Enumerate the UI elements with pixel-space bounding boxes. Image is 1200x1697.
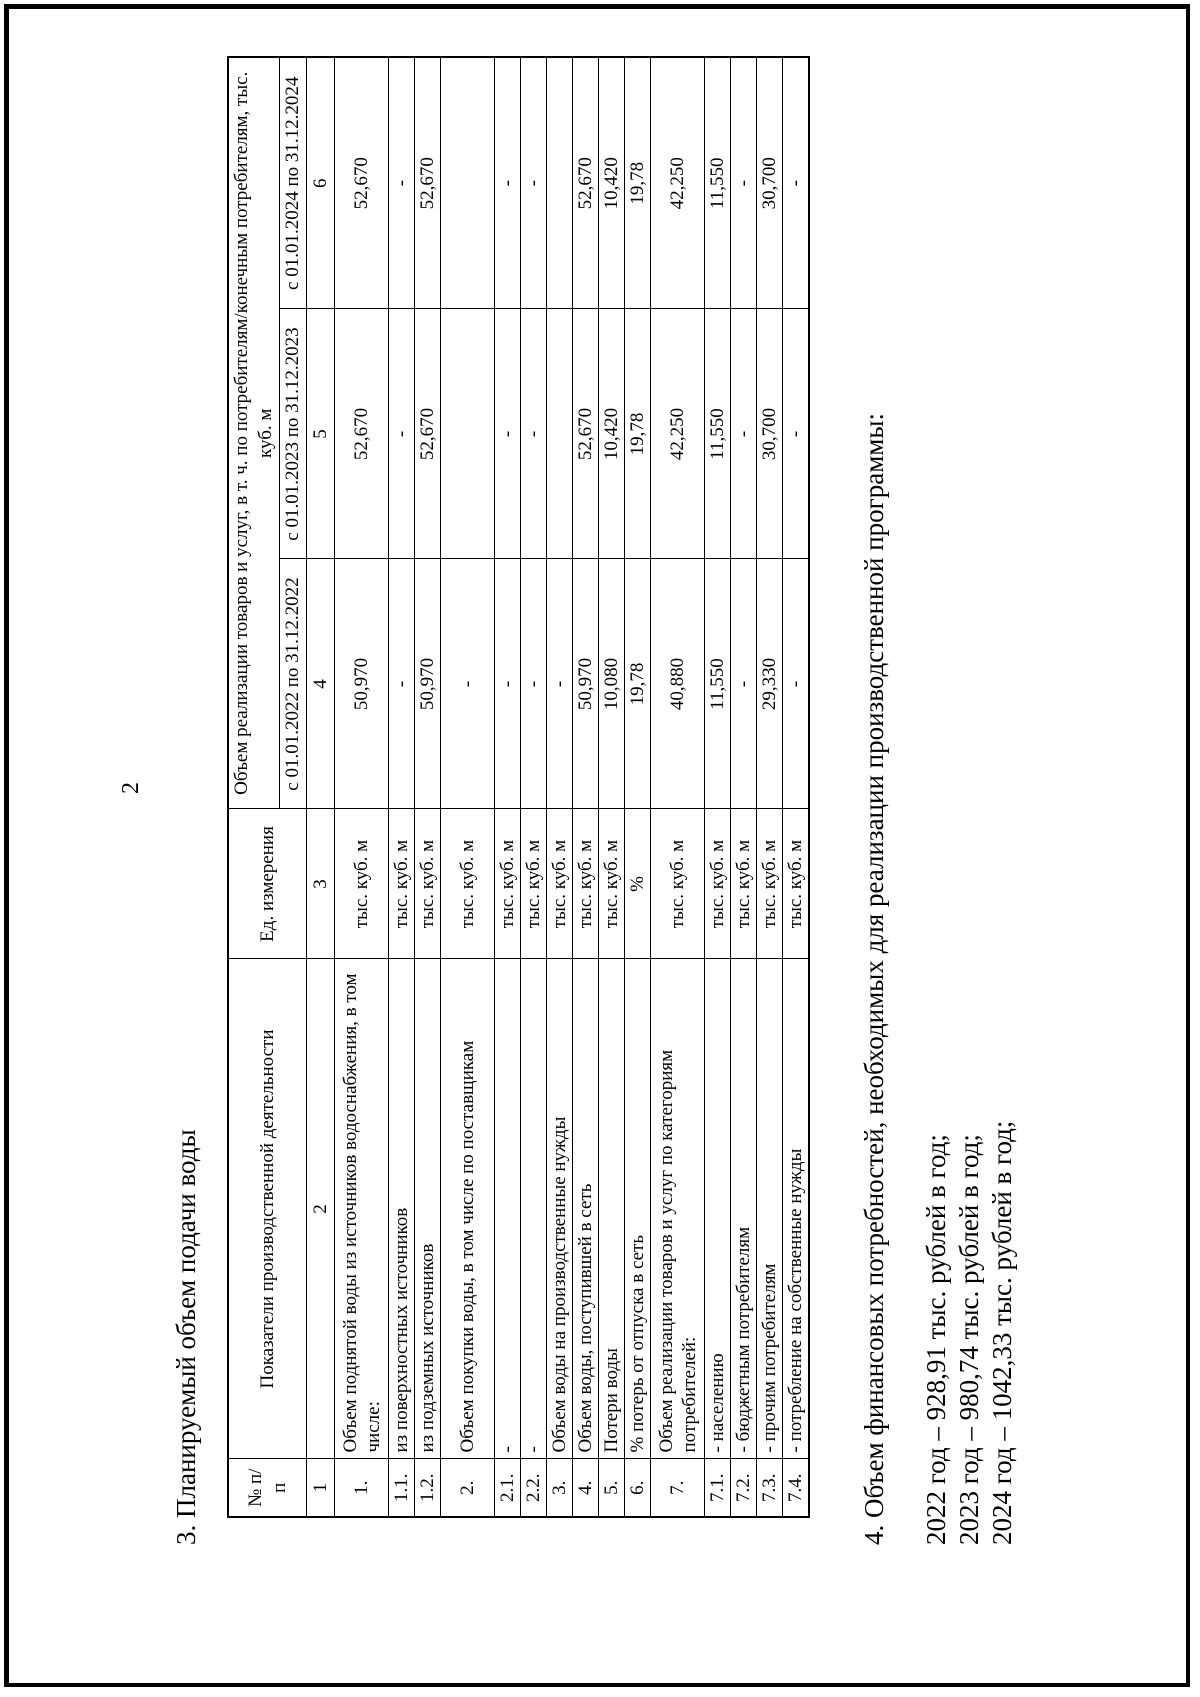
row-value-2022-cell: - <box>547 559 573 809</box>
row-indicator-cell: из поверхностных источников <box>389 959 415 1459</box>
section4-title: 4. Объем финансовых потребностей, необходимых для реализации производственной программы: <box>859 412 889 1545</box>
header-period-2024: с 01.01.2024 по 31.12.2024 <box>280 57 307 309</box>
row-number-cell: 6. <box>625 1459 651 1517</box>
row-unit-cell: тыс. куб. м <box>705 809 731 959</box>
row-unit-cell: тыс. куб. м <box>547 809 573 959</box>
row-value-2024-cell: - <box>521 57 547 309</box>
row-unit-cell: тыс. куб. м <box>389 809 415 959</box>
row-number-cell: 7.1. <box>705 1459 731 1517</box>
table-body <box>335 57 810 1517</box>
row-number-cell: 2. <box>441 1459 495 1517</box>
column-number: 6 <box>307 57 335 309</box>
row-value-2024-cell: 10,420 <box>599 57 625 309</box>
header-unit: Ед. измерения <box>228 809 307 959</box>
row-value-2022-cell: 50,970 <box>335 559 389 809</box>
row-number-cell: 1. <box>335 1459 389 1517</box>
row-unit-cell: тыс. куб. м <box>651 809 705 959</box>
row-value-2023-cell: 52,670 <box>335 309 389 559</box>
page-number: 2 <box>118 782 144 794</box>
row-unit-cell: тыс. куб. м <box>573 809 599 959</box>
row-indicator-cell: - населению <box>705 959 731 1459</box>
row-value-2024-cell <box>547 57 573 309</box>
row-value-2023-cell: 19,78 <box>625 309 651 559</box>
row-value-2023-cell: - <box>521 309 547 559</box>
row-value-2024-cell: 11,550 <box>705 57 731 309</box>
row-value-2023-cell <box>441 309 495 559</box>
row-value-2024-cell: 52,670 <box>415 57 441 309</box>
table-row <box>389 57 415 1517</box>
column-number: 5 <box>307 309 335 559</box>
row-indicator-cell: - <box>495 959 521 1459</box>
row-indicator-cell: % потерь от отпуска в сеть <box>625 959 651 1459</box>
row-unit-cell: % <box>625 809 651 959</box>
rotated-content <box>168 45 1168 1545</box>
table-row <box>599 57 625 1517</box>
table-row <box>441 57 495 1517</box>
header-group: Объем реализации товаров и услуг, в т. ч. по потребителям/конечным потребителям, тыс. куб. м <box>228 57 280 809</box>
row-number-cell: 3. <box>547 1459 573 1517</box>
row-value-2024-cell: - <box>783 57 810 309</box>
table-row <box>495 57 521 1517</box>
table-row <box>521 57 547 1517</box>
row-value-2023-cell: - <box>389 309 415 559</box>
row-unit-cell: тыс. куб. м <box>495 809 521 959</box>
row-unit-cell: тыс. куб. м <box>415 809 441 959</box>
column-number: 4 <box>307 559 335 809</box>
row-indicator-cell: Объем поднятой воды из источников водоснабжения, в том числе: <box>335 959 389 1459</box>
finance-item-2024: 2024 год – 1042,33 тыс. рублей в год; <box>987 1120 1017 1545</box>
header-indicator: Показатели производственной деятельности <box>228 959 307 1459</box>
table-row <box>573 57 599 1517</box>
row-indicator-cell: - потребление на собственные нужды <box>783 959 810 1459</box>
row-unit-cell: тыс. куб. м <box>441 809 495 959</box>
table-row <box>705 57 731 1517</box>
row-value-2024-cell: 19,78 <box>625 57 651 309</box>
row-indicator-cell: - <box>521 959 547 1459</box>
row-value-2022-cell: 40,880 <box>651 559 705 809</box>
row-indicator-cell: Объем воды на производственные нужды <box>547 959 573 1459</box>
row-value-2024-cell: 52,670 <box>573 57 599 309</box>
row-value-2022-cell: 11,550 <box>705 559 731 809</box>
table-row <box>757 57 783 1517</box>
table-row <box>651 57 705 1517</box>
row-value-2022-cell: - <box>521 559 547 809</box>
row-indicator-cell: - прочим потребителям <box>757 959 783 1459</box>
row-value-2024-cell: 52,670 <box>335 57 389 309</box>
row-value-2024-cell: - <box>495 57 521 309</box>
row-unit-cell: тыс. куб. м <box>599 809 625 959</box>
row-value-2023-cell: - <box>495 309 521 559</box>
row-indicator-cell: Потери воды <box>599 959 625 1459</box>
row-number-cell: 7.2. <box>731 1459 757 1517</box>
row-number-cell: 7.3. <box>757 1459 783 1517</box>
row-value-2022-cell: 10,080 <box>599 559 625 809</box>
row-value-2023-cell: - <box>731 309 757 559</box>
table-row <box>731 57 757 1517</box>
row-value-2023-cell: 30,700 <box>757 309 783 559</box>
row-number-cell: 2.2. <box>521 1459 547 1517</box>
table-row <box>625 57 651 1517</box>
row-indicator-cell: Объем воды, поступившей в сеть <box>573 959 599 1459</box>
row-indicator-cell: Объем покупки воды, в том числе по поставщикам <box>441 959 495 1459</box>
finance-item-2023: 2023 год – 980,74 тыс. рублей в год; <box>954 1134 984 1545</box>
row-value-2023-cell <box>547 309 573 559</box>
row-unit-cell: тыс. куб. м <box>783 809 810 959</box>
column-number: 3 <box>307 809 335 959</box>
row-number-cell: 7. <box>651 1459 705 1517</box>
table-row <box>335 57 389 1517</box>
row-value-2023-cell: - <box>783 309 810 559</box>
row-value-2022-cell: - <box>731 559 757 809</box>
row-value-2023-cell: 42,250 <box>651 309 705 559</box>
row-indicator-cell: из подземных источников <box>415 959 441 1459</box>
header-period-2022: с 01.01.2022 по 31.12.2022 <box>280 559 307 809</box>
finance-item-2022: 2022 год – 928,91 тыс. рублей в год; <box>921 1134 951 1545</box>
row-unit-cell: тыс. куб. м <box>757 809 783 959</box>
row-value-2022-cell: - <box>783 559 810 809</box>
row-value-2024-cell: - <box>731 57 757 309</box>
section3-title: 3. Планируемый объем подачи воды <box>171 1129 201 1545</box>
row-value-2022-cell: 19,78 <box>625 559 651 809</box>
row-value-2023-cell: 52,670 <box>415 309 441 559</box>
row-value-2024-cell <box>441 57 495 309</box>
row-value-2024-cell: - <box>389 57 415 309</box>
row-value-2022-cell: 50,970 <box>415 559 441 809</box>
column-numbers-row <box>307 57 335 1517</box>
row-value-2022-cell: - <box>389 559 415 809</box>
row-value-2023-cell: 52,670 <box>573 309 599 559</box>
row-number-cell: 5. <box>599 1459 625 1517</box>
column-number: 2 <box>307 959 335 1459</box>
row-number-cell: 1.1. <box>389 1459 415 1517</box>
row-value-2022-cell: 50,970 <box>573 559 599 809</box>
row-value-2024-cell: 30,700 <box>757 57 783 309</box>
row-unit-cell: тыс. куб. м <box>335 809 389 959</box>
header-row-1 <box>228 57 280 1517</box>
row-value-2022-cell: 29,330 <box>757 559 783 809</box>
row-value-2023-cell: 10,420 <box>599 309 625 559</box>
row-number-cell: 4. <box>573 1459 599 1517</box>
row-number-cell: 2.1. <box>495 1459 521 1517</box>
row-value-2024-cell: 42,250 <box>651 57 705 309</box>
row-value-2022-cell: - <box>495 559 521 809</box>
row-unit-cell: тыс. куб. м <box>731 809 757 959</box>
header-period-2023: с 01.01.2023 по 31.12.2023 <box>280 309 307 559</box>
table-row <box>415 57 441 1517</box>
row-indicator-cell: - бюджетным потребителям <box>731 959 757 1459</box>
row-unit-cell: тыс. куб. м <box>521 809 547 959</box>
row-number-cell: 1.2. <box>415 1459 441 1517</box>
row-indicator-cell: Объем реализации товаров и услуг по категориям потребителей: <box>651 959 705 1459</box>
row-value-2023-cell: 11,550 <box>705 309 731 559</box>
water-volume-table <box>227 56 810 1518</box>
finance-list <box>920 1121 1019 1545</box>
table-row <box>783 57 810 1517</box>
row-value-2022-cell: - <box>441 559 495 809</box>
header-num: № п/п <box>228 1459 307 1517</box>
column-number: 1 <box>307 1459 335 1517</box>
row-number-cell: 7.4. <box>783 1459 810 1517</box>
table-row <box>547 57 573 1517</box>
